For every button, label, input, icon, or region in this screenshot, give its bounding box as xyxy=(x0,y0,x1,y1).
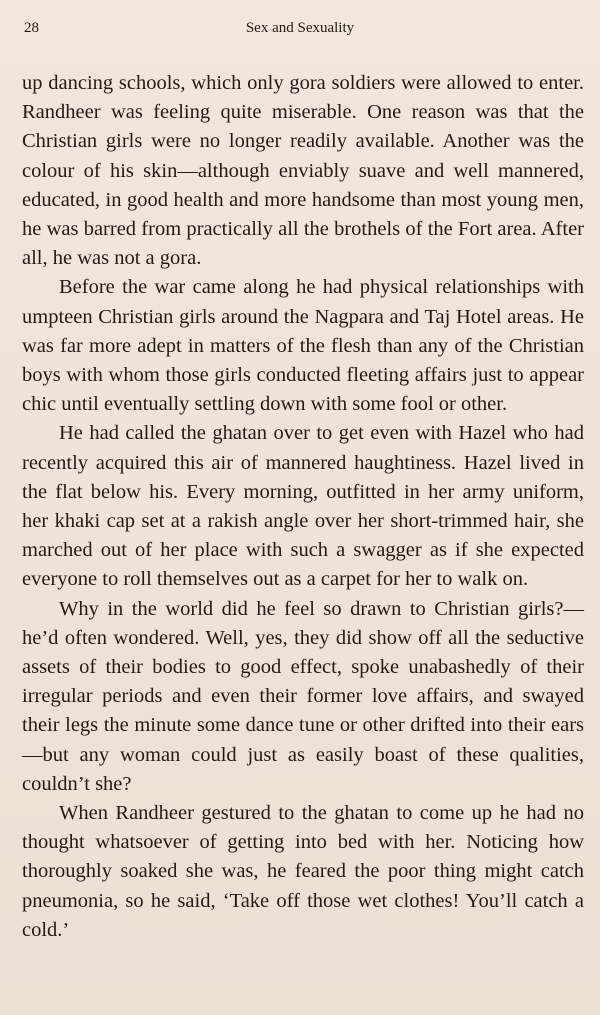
paragraph: He had called the ghatan over to get even with Hazel who had recently acquired this air of mannered haughtiness. Hazel lived in the flat below his. Every morning, outfitted in her army uniform, her khaki cap set at a rakish angle over her short-trimmed hair, she marched out of her place with such a swagger as if she expected everyone to roll themselves out as a carpet for her to walk on. xyxy=(22,422,584,591)
page-number: 28 xyxy=(24,20,39,36)
body-text xyxy=(22,69,584,945)
paragraph: Before the war came along he had physical relationships with umpteen Christian girls around the Nagpara and Taj Hotel areas. He was far more adept in matters of the flesh than any of the Christian boys with whom those girls conducted fleeting affairs just to appear chic until eventually settling down with some fool or other. xyxy=(22,276,584,416)
paragraph-continuation: up dancing schools, which only gora soldiers were allowed to enter. Randheer was feeling quite miserable. One reason was that the Christian girls were no longer readily available. Another was the colour of his skin—although enviably suave and well mannered, educated, in good health and more handsome than most young men, he was barred from practically all the brothels of the Fort area. After all, he was not a gora. xyxy=(22,72,584,270)
running-head: Sex and Sexuality xyxy=(245,20,355,36)
paragraph: When Randheer gestured to the ghatan to come up he had no thought whatsoever of getting into bed with her. Noticing how thoroughly soaked she was, he feared the poor thing might catch pneumonia, so he said, ‘Take off those wet clothes! You’ll catch a cold.’ xyxy=(22,802,584,941)
page-header xyxy=(0,18,600,42)
paragraph: Why in the world did he feel so drawn to Christian girls?— he’d often wondered. Well, yes, they did show off all the seductive assets of their bodies to good effect, spoke unabashedly of their irregular periods and even their former love affairs, and swayed their legs the minute some dance tune or other drifted into their ears—but any woman could just as easily boast of these qualities, couldn’t she? xyxy=(22,597,584,795)
